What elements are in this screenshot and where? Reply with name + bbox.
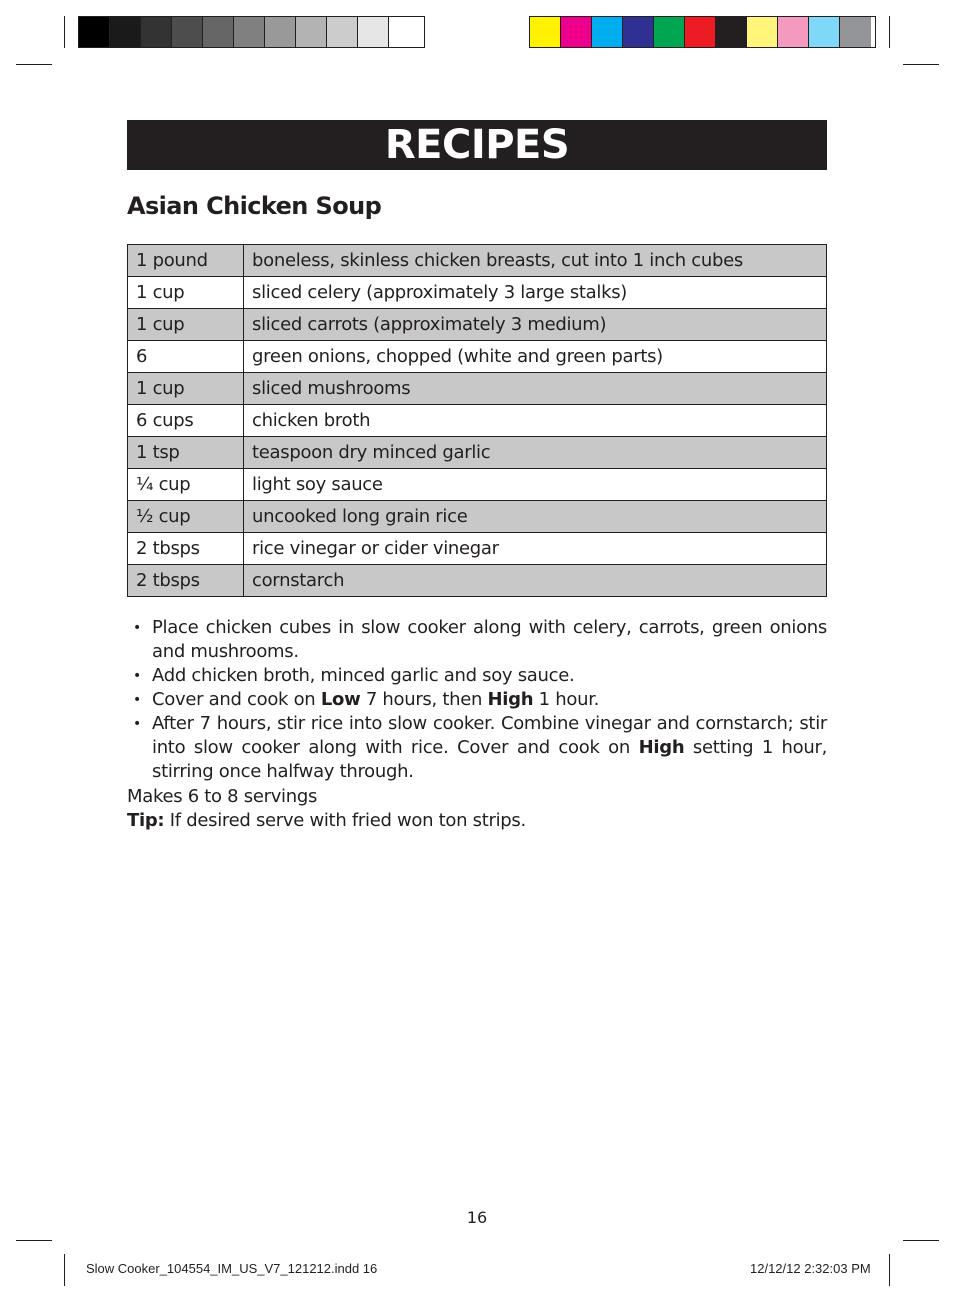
ingredient-item: light soy sauce	[244, 469, 827, 501]
slug-filename: Slow Cooker_104554_IM_US_V7_121212.indd 16	[86, 1261, 378, 1276]
color-swatch	[809, 17, 840, 47]
slug-timestamp: 12/12/12 2:32:03 PM	[750, 1261, 871, 1276]
ingredient-quantity: 1 pound	[128, 245, 244, 277]
ingredient-quantity: 2 tbsps	[128, 565, 244, 597]
ingredient-quantity: 1 cup	[128, 309, 244, 341]
ingredient-row	[128, 373, 827, 405]
ingredient-item: cornstarch	[244, 565, 827, 597]
ingredient-item: uncooked long grain rice	[244, 501, 827, 533]
step-text: After 7 hours, stir rice into slow cooker. Combine vinegar and cornstarch; stir into slow cooker along with rice. Cover and cook on	[152, 713, 827, 758]
color-swatch	[685, 17, 716, 47]
gray-swatch	[234, 17, 265, 47]
color-swatch	[592, 17, 623, 47]
color-swatch	[840, 17, 871, 47]
color-swatch	[530, 17, 561, 47]
color-swatch	[747, 17, 778, 47]
tip-text: If desired serve with fried won ton strips.	[164, 810, 526, 831]
crop-mark	[889, 16, 890, 48]
step-text: 7 hours, then	[360, 689, 488, 710]
ingredient-row	[128, 309, 827, 341]
gray-swatch	[141, 17, 172, 47]
tip-label: Tip:	[127, 810, 165, 831]
instructions-list	[127, 616, 827, 784]
color-swatch	[778, 17, 809, 47]
color-swatch	[654, 17, 685, 47]
bullet: •	[133, 716, 141, 732]
ingredient-quantity: 1 cup	[128, 373, 244, 405]
step-text: Cover and cook on	[152, 689, 321, 710]
gray-swatch	[296, 17, 327, 47]
ingredient-row	[128, 501, 827, 533]
setting-low: Low	[320, 689, 361, 710]
gray-swatch	[327, 17, 358, 47]
section-banner: RECIPES	[127, 120, 827, 170]
step-text: setting 1 hour, stirring once halfway through.	[152, 737, 828, 782]
color-swatch	[623, 17, 654, 47]
setting-high: High	[638, 737, 685, 758]
ingredient-item: chicken broth	[244, 405, 827, 437]
ingredient-row	[128, 405, 827, 437]
gray-swatch	[389, 17, 420, 47]
instruction-step	[127, 688, 827, 712]
gray-swatch	[110, 17, 141, 47]
ingredient-row	[128, 277, 827, 309]
ingredient-quantity: 1 tsp	[128, 437, 244, 469]
crop-mark	[16, 64, 52, 65]
gray-swatch	[79, 17, 110, 47]
grayscale-color-bar	[78, 16, 425, 48]
color-swatch	[716, 17, 747, 47]
recipe-title: Asian Chicken Soup	[127, 192, 382, 220]
ingredient-item: sliced carrots (approximately 3 medium)	[244, 309, 827, 341]
ingredient-quantity: 2 tbsps	[128, 533, 244, 565]
ingredient-quantity: 1 cup	[128, 277, 244, 309]
ingredient-quantity: ¼ cup	[128, 469, 244, 501]
instruction-step	[127, 664, 827, 688]
ingredients-table	[127, 244, 827, 597]
instruction-step	[127, 712, 827, 784]
ingredient-row	[128, 533, 827, 565]
crop-mark	[903, 64, 939, 65]
crop-mark	[889, 1254, 890, 1286]
ingredient-row	[128, 565, 827, 597]
color-swatch	[561, 17, 592, 47]
ingredient-item: sliced celery (approximately 3 large stalks)	[244, 277, 827, 309]
ingredient-quantity: 6 cups	[128, 405, 244, 437]
crop-mark	[64, 16, 65, 48]
tip-note	[127, 809, 827, 833]
ingredient-row	[128, 437, 827, 469]
gray-swatch	[172, 17, 203, 47]
ingredient-row	[128, 245, 827, 277]
setting-high: High	[487, 689, 534, 710]
ingredient-item: boneless, skinless chicken breasts, cut into 1 inch cubes	[244, 245, 827, 277]
step-text: 1 hour.	[533, 689, 600, 710]
crop-mark	[16, 1240, 52, 1241]
gray-swatch	[265, 17, 296, 47]
ingredient-row	[128, 341, 827, 373]
ingredient-item: green onions, chopped (white and green parts)	[244, 341, 827, 373]
ingredient-row	[128, 469, 827, 501]
gray-swatch	[358, 17, 389, 47]
bullet: •	[133, 668, 141, 684]
step-text: Add chicken broth, minced garlic and soy sauce.	[152, 665, 575, 686]
crop-mark	[64, 1254, 65, 1286]
bullet: •	[133, 692, 141, 708]
step-text: Place chicken cubes in slow cooker along with celery, carrots, green onions and mushrooms.	[152, 617, 827, 662]
crop-mark	[903, 1240, 939, 1241]
ingredient-quantity: 6	[128, 341, 244, 373]
bullet: •	[133, 620, 141, 636]
ingredient-item: teaspoon dry minced garlic	[244, 437, 827, 469]
ingredient-item: sliced mushrooms	[244, 373, 827, 405]
instruction-step	[127, 616, 827, 664]
process-color-bar	[529, 16, 876, 48]
ingredient-quantity: ½ cup	[128, 501, 244, 533]
gray-swatch	[203, 17, 234, 47]
page-number: 16	[466, 1208, 488, 1227]
servings-note: Makes 6 to 8 servings	[127, 786, 318, 807]
ingredient-item: rice vinegar or cider vinegar	[244, 533, 827, 565]
